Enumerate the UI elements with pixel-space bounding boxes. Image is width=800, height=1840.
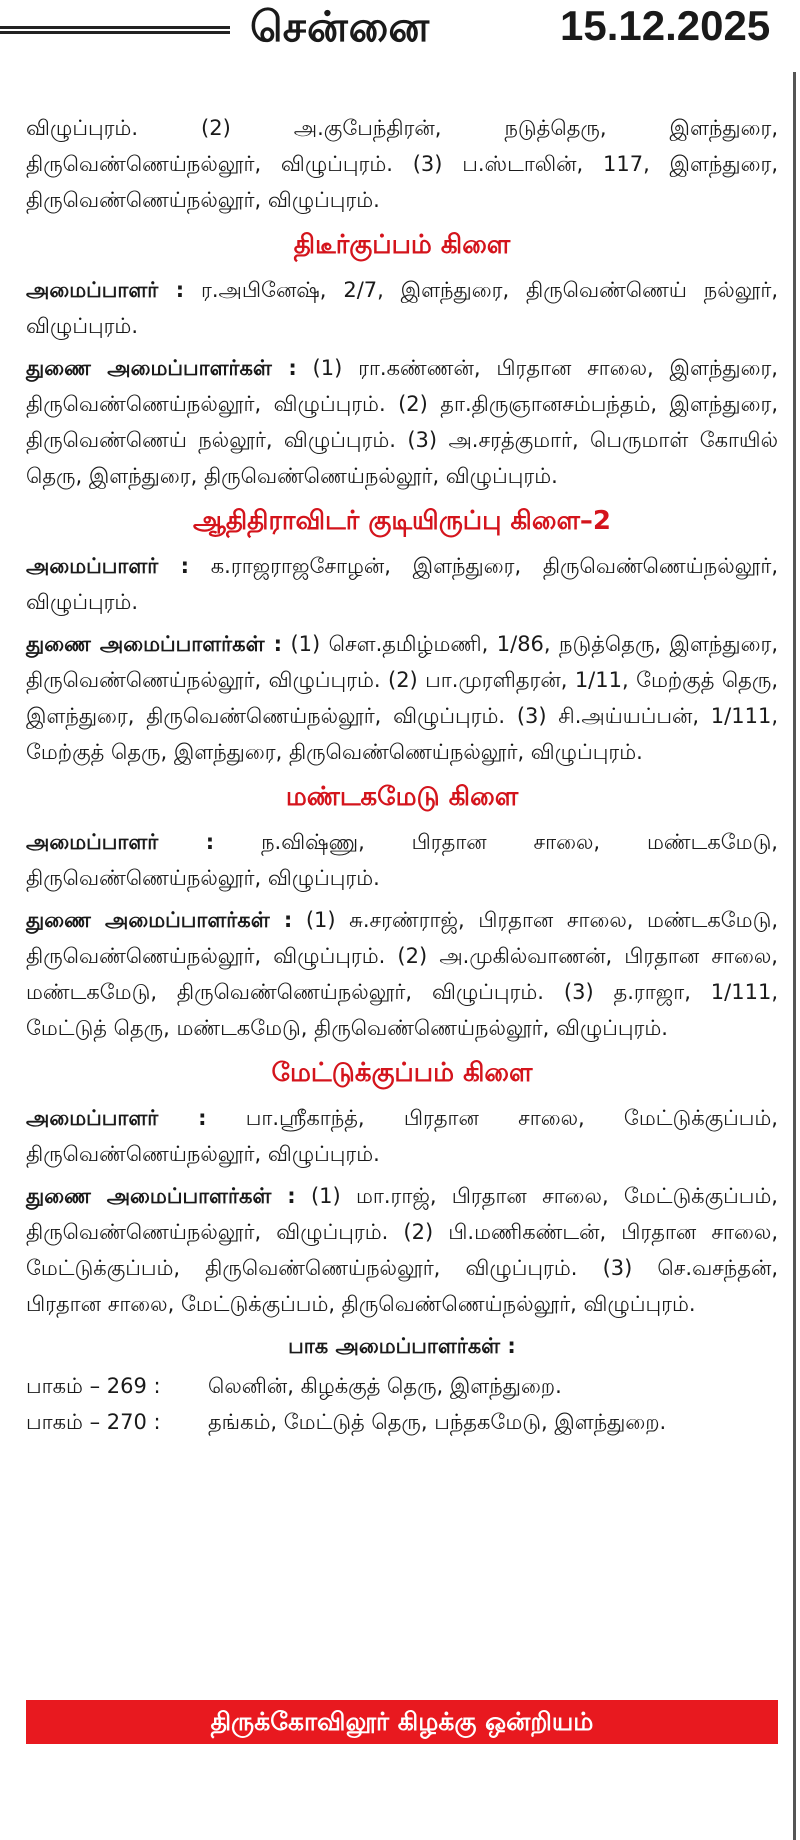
organizer-paragraph <box>26 272 778 344</box>
organizer-label: அமைப்பாளர் : <box>26 830 215 854</box>
deputies-label: துணை அமைப்பாளர்கள் : <box>26 1184 296 1208</box>
part-organizer: தங்கம், மேட்டுத் தெரு, பந்தகமேடு, இளந்துறை. <box>208 1410 667 1434</box>
part-row <box>26 1404 778 1440</box>
branch-section <box>26 228 778 494</box>
branch-heading: மேட்டுக்குப்பம் கிளை <box>271 1058 533 1088</box>
deputies-label: துணை அமைப்பாளர்கள் : <box>26 908 293 932</box>
article-column <box>0 72 796 1840</box>
deputies-paragraph <box>26 902 778 1046</box>
intro-paragraph: விழுப்புரம். (2) அ.குபேந்திரன், நடுத்தெரு, இளந்துரை, திருவெண்ணெய்நல்லூர், விழுப்புரம். (3) ப.ஸ்டாலின், 117, இளந்துரை, திருவெண்ணெய்நல்லூர், விழுப்புரம். <box>26 116 778 212</box>
organizer-paragraph <box>26 548 778 620</box>
deputies-paragraph <box>26 1178 778 1322</box>
part-number: பாகம் – 269 : <box>26 1374 161 1398</box>
part-organizers <box>26 1328 778 1440</box>
masthead <box>0 0 800 62</box>
union-banner: திருக்கோவிலூர் கிழக்கு ஒன்றியம் <box>26 1700 778 1744</box>
organizer-label: அமைப்பாளர் : <box>26 1106 207 1130</box>
deputies-label: துணை அமைப்பாளர்கள் : <box>26 356 297 380</box>
organizer-paragraph <box>26 1100 778 1172</box>
organizer-text: ந.விஷ்ணு, பிரதான சாலை, மண்டகமேடு, திருவெண்ணெய்நல்லூர், விழுப்புரம். <box>26 830 778 890</box>
article-body <box>26 110 778 1440</box>
branch-heading: மண்டகமேடு கிளை <box>285 782 519 812</box>
deputies-text: (1) சௌ.தமிழ்மணி, 1/86, நடுத்தெரு, இளந்துரை, திருவெண்ணெய்நல்லூர், விழுப்புரம். (2) பா.முரளிதரன், 1/11, மேற்குத் தெரு, இளந்துரை, திருவெண்ணெய்நல்லூர், விழுப்புரம். (3) சி.அய்யப்பன், 1/111, மேற்குத் தெரு, இளந்துரை, திருவெண்ணெய்நல்லூர், விழுப்புரம். <box>26 632 778 764</box>
organizer-text: ர.அபினேஷ், 2/7, இளந்துரை, திருவெண்ணெய் நல்லூர், விழுப்புரம். <box>26 278 778 338</box>
organizer-paragraph <box>26 824 778 896</box>
branch-heading: ஆதிதிராவிடர் குடியிருப்பு கிளை–2 <box>192 506 612 536</box>
branch-heading: திடீர்குப்பம் கிளை <box>293 230 511 260</box>
organizer-text: பா.ஸ்ரீகாந்த், பிரதான சாலை, மேட்டுக்குப்பம், திருவெண்ணெய்நல்லூர், விழுப்புரம். <box>26 1106 778 1166</box>
deputies-text: (1) ரா.கண்ணன், பிரதான சாலை, இளந்துரை, திருவெண்ணெய்நல்லூர், விழுப்புரம். (2) தா.திருஞானசம்பந்தம், இளந்துரை, திருவெண்ணெய் நல்லூர், விழுப்புரம். (3) அ.சரத்குமார், பெருமாள் கோயில் தெரு, இளந்துரை, திருவெண்ணெய்நல்லூர், விழுப்புரம். <box>26 356 778 488</box>
part-row <box>26 1368 778 1404</box>
deputies-paragraph <box>26 626 778 770</box>
branch-section <box>26 1056 778 1322</box>
deputies-label: துணை அமைப்பாளர்கள் : <box>26 632 283 656</box>
organizer-text: க.ராஜராஜசோழன், இளந்துரை, திருவெண்ணெய்நல்லூர், விழுப்புரம். <box>26 554 778 614</box>
branch-section <box>26 504 778 770</box>
deputies-text: (1) மா.ராஜ், பிரதான சாலை, மேட்டுக்குப்பம், திருவெண்ணெய்நல்லூர், விழுப்புரம். (2) பி.மணிகண்டன், பிரதான சாலை, மேட்டுக்குப்பம், திருவெண்ணெய்நல்லூர், விழுப்புரம். (3) செ.வசந்தன், பிரதான சாலை, மேட்டுக்குப்பம், திருவெண்ணெய்நல்லூர், விழுப்புரம். <box>26 1184 778 1316</box>
deputies-paragraph <box>26 350 778 494</box>
deputies-text: (1) சு.சரண்ராஜ், பிரதான சாலை, மண்டகமேடு, திருவெண்ணெய்நல்லூர், விழுப்புரம். (2) அ.முகில்வாணன், பிரதான சாலை, மண்டகமேடு, திருவெண்ணெய்நல்லூர், விழுப்புரம். (3) த.ராஜா, 1/111, மேட்டுத் தெரு, மண்டகமேடு, திருவெண்ணெய்நல்லூர், விழுப்புரம். <box>26 908 779 1040</box>
masthead-rule <box>0 26 230 34</box>
part-organizers-title: பாக அமைப்பாளர்கள் : <box>288 1334 516 1358</box>
branch-section <box>26 780 778 1046</box>
masthead-date: 15.12.2025 <box>560 2 771 49</box>
organizer-label: அமைப்பாளர் : <box>26 278 185 302</box>
masthead-city: சென்னை <box>250 2 431 51</box>
part-organizer: லெனின், கிழக்குத் தெரு, இளந்துறை. <box>208 1374 562 1398</box>
part-number: பாகம் – 270 : <box>26 1410 161 1434</box>
organizer-label: அமைப்பாளர் : <box>26 554 190 578</box>
